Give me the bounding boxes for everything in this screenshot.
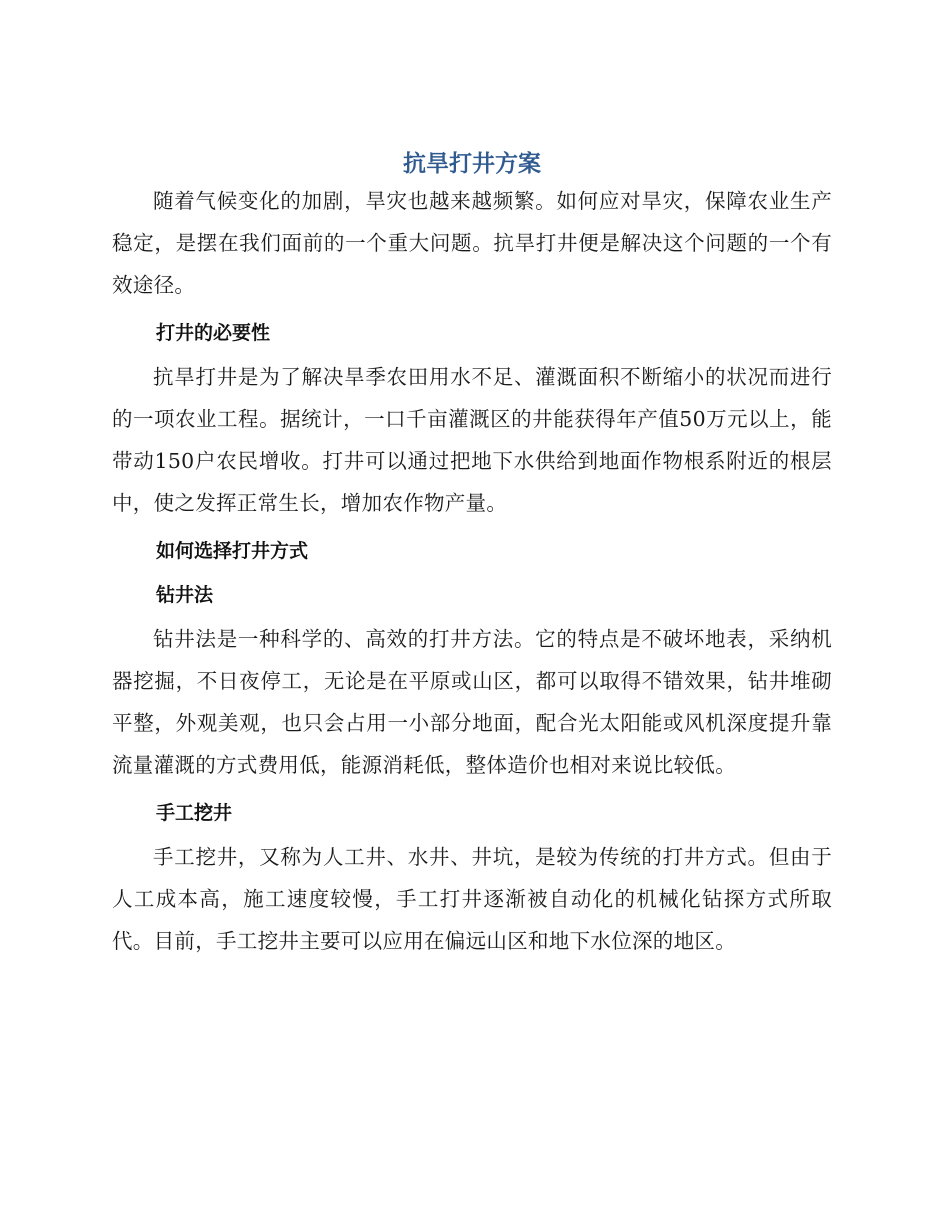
section-heading-necessity: 打井的必要性 [156,322,271,344]
section-body-necessity: 抗旱打井是为了解决旱季农田用水不足、灌溉面积不断缩小的状况而进行的一项农业工程。据统计，一口千亩灌溉区的井能获得年产值50万元以上，能带动150户农民增收。打井可以通过把地下水供给到地面作物根系附近的根层中，使之发挥正常生长，增加农作物产量。 [112,365,832,515]
document-page [112,148,832,962]
section-heading-drilling: 钻井法 [156,584,214,606]
section-heading-method-choice: 如何选择打井方式 [156,540,309,562]
spacer [112,610,832,618]
section-body-drilling: 钻井法是一种科学的、高效的打井方法。它的特点是不破坏地表，采纳机器挖掘，不日夜停工，无论是在平原或山区，都可以取得不错效果，钻井堆砌平整，外观美观，也只会占用一小部分地面，配合光太阳能或风机深度提升靠流量灌溉的方式费用低，能源消耗低，整体造价也相对来说比较低。 [112,627,832,777]
document-title: 抗旱打井方案 [403,151,541,177]
spacer [112,524,832,536]
spacer [112,306,832,318]
intro-paragraph: 随着气候变化的加剧，旱灾也越来越频繁。如何应对旱灾，保障农业生产稳定，是摆在我们面前的一个重大问题。抗旱打井便是解决这个问题的一个有效途径。 [112,189,832,297]
section-heading-manual-digging: 手工挖井 [156,802,233,824]
spacer [112,786,832,798]
spacer [112,348,832,356]
section-body-manual-digging: 手工挖井，又称为人工井、水井、井坑，是较为传统的打井方式。但由于人工成本高，施工速度较慢，手工打井逐渐被自动化的机械化钻探方式所取代。目前，手工挖井主要可以应用在偏远山区和地下水位深的地区。 [112,845,832,953]
spacer [112,828,832,836]
spacer [112,566,832,580]
